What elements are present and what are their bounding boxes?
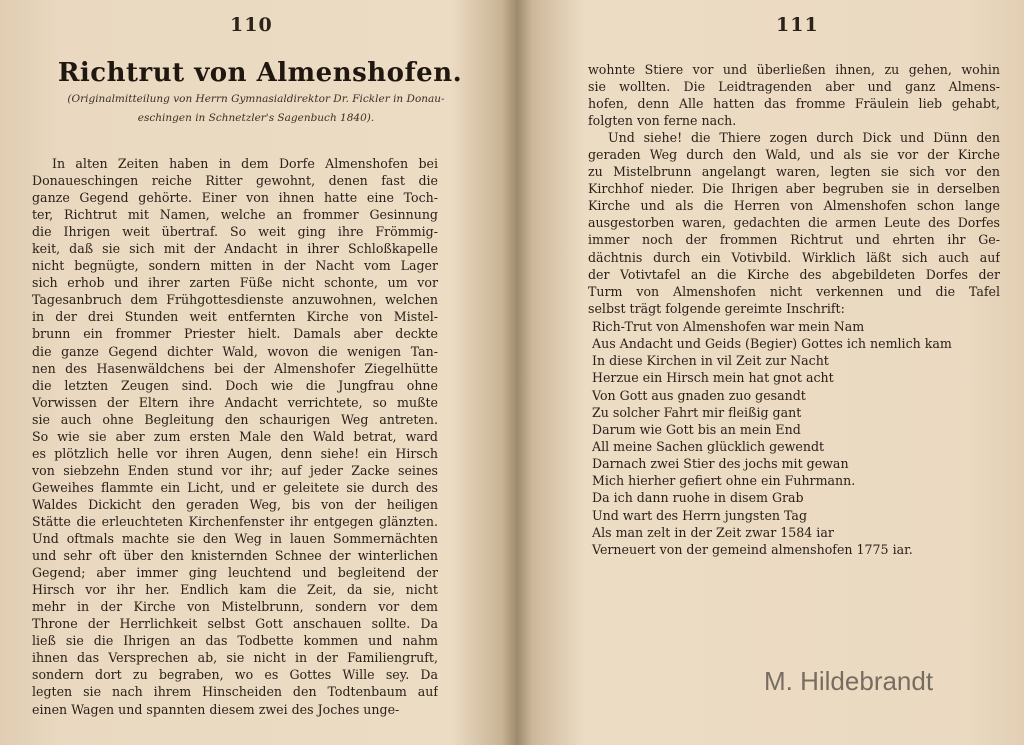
inscription-line: Darum wie Gott bis an mein End: [592, 421, 801, 437]
text-line: ter, Richtrut mit Namen, welche an frommer Gesinnung: [32, 207, 438, 223]
text-line: mehr in der Kirche von Mistelbrunn, sondern vor dem: [32, 599, 438, 615]
inscription-line: Darnach zwei Stier des jochs mit gewan: [592, 456, 849, 472]
text-line: Throne der Herrlichkeit selbst Gott anschauen sollte. Da: [32, 616, 438, 632]
text-line: In alten Zeiten haben in dem Dorfe Almenshofen bei: [52, 156, 438, 171]
text-line: die letzten Zeugen sind. Doch wie die Jungfrau ohne: [32, 377, 438, 393]
text-line: nen des Hasenwäldchens bei der Almenshofer Ziegelhütte: [32, 360, 438, 376]
votive-inscription: [592, 318, 1012, 558]
text-line: sie wollten. Die Leidtragenden aber und ganz Almens-: [588, 79, 1000, 95]
text-line: sich erhob und ihrer zarten Füße nicht schonte, um vor: [32, 275, 438, 291]
page-number-right: 111: [776, 14, 819, 36]
text-line: sondern dort zu begraben, wo es Gottes Wille sey. Da: [32, 667, 438, 683]
text-line: zu Mistelbrunn angelangt waren, legten sie sich vor den: [588, 164, 1000, 180]
text-line: der Votivtafel an die Kirche des abgebildeten Dorfes der: [588, 266, 1000, 282]
inscription-line: Von Gott aus gnaden zuo gesandt: [592, 387, 806, 403]
inscription-line: Als man zelt in der Zeit zwar 1584 iar: [592, 524, 834, 540]
right-page: [532, 0, 1024, 745]
page-number-left: 110: [230, 14, 273, 36]
inscription-line: In diese Kirchen in vil Zeit zur Nacht: [592, 353, 829, 369]
text-line: immer noch der frommen Richtrut und ehrten ihr Ge-: [588, 232, 1000, 248]
text-line: Waldes Dickicht den geraden Weg, bis von der heiligen: [32, 496, 438, 512]
inscription-line: Und wart des Herrn jungsten Tag: [592, 507, 808, 523]
text-line: dächtnis durch ein Votivbild. Wirklich läßt sich auch auf: [588, 249, 1000, 265]
text-line: ganze Gegend gehörte. Einer von ihnen hatte eine Toch-: [32, 190, 438, 206]
text-line: es plötzlich helle vor ihren Augen, denn siehe! ein Hirsch: [32, 445, 438, 461]
text-line: Tagesanbruch dem Frühgottesdienste anzuwohnen, welchen: [32, 292, 438, 308]
inscription-line: Mich hierher gefiert ohne ein Fuhrmann.: [592, 473, 856, 489]
text-line: folgten von ferne nach.: [588, 113, 737, 129]
text-line: Und siehe! die Thiere zogen durch Dick und Dünn den: [608, 130, 1000, 146]
watermark-signature: M. Hildebrandt: [764, 666, 934, 696]
text-line: brunn ein frommer Priester hielt. Damals aber deckte: [32, 326, 438, 342]
text-line: Donaueschingen reiche Ritter gewohnt, denen fast die: [32, 173, 438, 189]
story-title: Richtrut von Almenshofen.: [57, 58, 463, 88]
text-line: sie auch ohne Begleitung den schaurigen Weg antreten.: [32, 411, 438, 427]
text-line: legten sie nach ihrem Hinscheiden den Todtenbaum auf: [32, 684, 438, 700]
text-line: So wie sie aber zum ersten Male den Wald betrat, ward: [32, 428, 438, 444]
inscription-line: Aus Andacht und Geids (Begier) Gottes ich nemlich kam: [592, 336, 952, 352]
text-line: Und oftmals machte sie den Weg in lauen Sommernächten: [32, 531, 438, 547]
text-line: wohnte Stiere vor und überließen ihnen, zu gehen, wohin: [588, 62, 1000, 77]
text-line: Turm von Almenshofen nicht verkennen und die Tafel: [588, 283, 1000, 299]
inscription-line: Verneuert von der gemeind almenshofen 1775 iar.: [592, 541, 913, 557]
text-line: ließ sie die Ihrigen an das Todbette kommen und nahm: [32, 633, 438, 649]
text-line: nicht begnügte, sondern mitten in der Nacht vom Lager: [32, 258, 438, 274]
text-line: keit, daß sie sich mit der Andacht in ihrer Schloßkapelle: [32, 241, 438, 257]
text-line: von siebzehn Enden stund vor ihr; auf jeder Zacke seines: [32, 462, 438, 478]
text-line: Kirche und als die Herren von Almenshofen schon lange: [588, 198, 1000, 214]
inscription-line: Da ich dann ruohe in disem Grab: [592, 490, 804, 506]
text-line: Hirsch vor ihr her. Endlich kam die Zeit, da sie, nicht: [32, 582, 438, 598]
source-note: [36, 90, 476, 128]
text-line: und sehr oft über den knisternden Schnee der winterlichen: [32, 548, 438, 564]
text-line: selbst trägt folgende gereimte Inschrift:: [588, 300, 845, 316]
left-body-text: [32, 155, 438, 718]
text-line: Geweihes flammte ein Licht, und er geleitete sie durch des: [32, 479, 438, 495]
text-line: geraden Weg durch den Wald, und als sie vor der Kirche: [588, 147, 1000, 163]
inscription-line: Rich-Trut von Almenshofen war mein Nam: [592, 319, 865, 334]
inscription-line: Herzue ein Hirsch mein hat gnot acht: [592, 370, 834, 386]
inscription-line: All meine Sachen glücklich gewendt: [592, 438, 825, 454]
inscription-line: Zu solcher Fahrt mir fleißig gant: [592, 404, 802, 420]
text-line: hofen, denn Alle hatten das fromme Fräulein lieb gehabt,: [588, 96, 1000, 112]
text-line: einen Wagen und spannten diesem zwei des Joches unge-: [32, 701, 400, 717]
text-line: Kirchhof nieder. Die Ihrigen aber begruben sie in derselben: [588, 181, 1000, 197]
text-line: Stätte die erleuchteten Kirchenfenster ihr entgegen glänzten.: [32, 513, 438, 529]
text-line: ausgestorben waren, gedachten die armen Leute des Dorfes: [588, 215, 1000, 231]
text-line: ihnen das Versprechen ab, sie nicht in der Familiengruft,: [32, 650, 438, 666]
source-line: (Originalmitteilung von Herrn Gymnasialdirektor Dr. Fickler in Donau-: [67, 93, 445, 105]
text-line: in der drei Stunden weit entfernten Kirche von Mistel-: [32, 309, 438, 325]
text-line: Gegend; aber immer ging leuchtend und begleitend der: [32, 565, 438, 581]
text-line: Vorwissen der Eltern ihre Andacht verrichtete, so mußte: [32, 394, 438, 410]
text-line: die Ihrigen weit übertraf. So weit ging ihre Frömmig-: [32, 224, 438, 240]
source-line: eschingen in Schnetzler's Sagenbuch 1840).: [137, 112, 375, 124]
text-line: die ganze Gegend dichter Wald, wovon die wenigen Tan-: [32, 343, 438, 359]
right-body-text: [588, 61, 1000, 317]
